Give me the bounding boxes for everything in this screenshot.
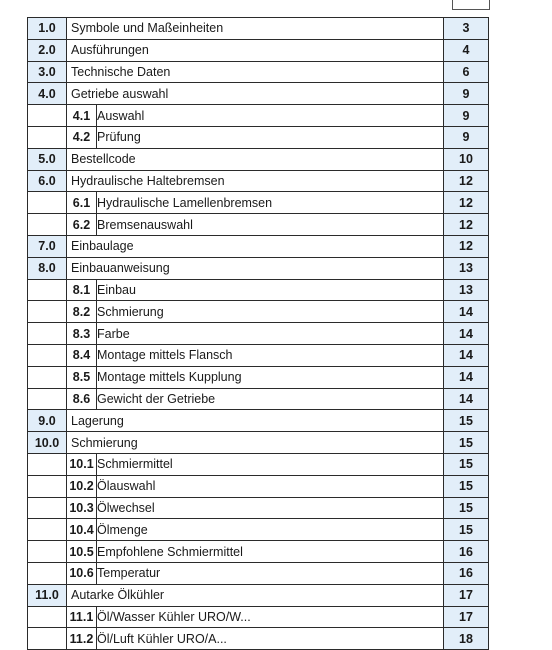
section-number: 11.0 [28, 584, 67, 606]
subsection-number: 6.2 [67, 214, 97, 236]
indent-cell [28, 388, 67, 410]
subsection-title: Bremsenauswahl [97, 214, 444, 236]
subsection-title: Auswahl [97, 105, 444, 127]
subsection-number: 10.2 [67, 475, 97, 497]
subsection-number: 8.3 [67, 323, 97, 345]
section-number: 3.0 [28, 61, 67, 83]
subsection-title: Temperatur [97, 562, 444, 584]
subsection-number: 6.1 [67, 192, 97, 214]
page-number: 15 [444, 475, 489, 497]
toc-subsection-row[interactable] [28, 497, 489, 519]
table-of-contents [27, 17, 489, 650]
toc-section-row[interactable] [28, 170, 489, 192]
toc-subsection-row[interactable] [28, 105, 489, 127]
subsection-title: Gewicht der Getriebe [97, 388, 444, 410]
toc-subsection-row[interactable] [28, 453, 489, 475]
section-title: Autarke Ölkühler [67, 584, 444, 606]
toc-section-row[interactable] [28, 257, 489, 279]
subsection-title: Schmiermittel [97, 453, 444, 475]
subsection-title: Ölauswahl [97, 475, 444, 497]
indent-cell [28, 279, 67, 301]
section-title: Schmierung [67, 432, 444, 454]
toc-section-row[interactable] [28, 432, 489, 454]
page-number: 10 [444, 148, 489, 170]
subsection-title: Hydraulische Lamellenbremsen [97, 192, 444, 214]
page-number: 12 [444, 214, 489, 236]
toc-table [27, 17, 489, 650]
indent-cell [28, 105, 67, 127]
page-number: 12 [444, 170, 489, 192]
subsection-number: 10.6 [67, 562, 97, 584]
subsection-title: Farbe [97, 323, 444, 345]
indent-cell [28, 126, 67, 148]
toc-subsection-row[interactable] [28, 562, 489, 584]
indent-cell [28, 628, 67, 650]
subsection-number: 10.1 [67, 453, 97, 475]
toc-subsection-row[interactable] [28, 388, 489, 410]
subsection-number: 11.2 [67, 628, 97, 650]
page-number: 13 [444, 279, 489, 301]
toc-subsection-row[interactable] [28, 519, 489, 541]
page-number: 14 [444, 301, 489, 323]
toc-subsection-row[interactable] [28, 366, 489, 388]
page-number: 15 [444, 453, 489, 475]
section-title: Symbole und Maßeinheiten [67, 18, 444, 40]
toc-subsection-row[interactable] [28, 323, 489, 345]
page-number: 15 [444, 432, 489, 454]
section-title: Hydraulische Haltebremsen [67, 170, 444, 192]
subsection-title: Prüfung [97, 126, 444, 148]
page-number: 12 [444, 235, 489, 257]
subsection-number: 8.4 [67, 344, 97, 366]
toc-subsection-row[interactable] [28, 606, 489, 628]
toc-section-row[interactable] [28, 83, 489, 105]
section-title: Bestellcode [67, 148, 444, 170]
subsection-number: 4.2 [67, 126, 97, 148]
indent-cell [28, 519, 67, 541]
subsection-title: Öl/Wasser Kühler URO/W... [97, 606, 444, 628]
page-number: 14 [444, 366, 489, 388]
section-title: Getriebe auswahl [67, 83, 444, 105]
indent-cell [28, 323, 67, 345]
section-number: 6.0 [28, 170, 67, 192]
section-title: Lagerung [67, 410, 444, 432]
subsection-number: 8.6 [67, 388, 97, 410]
page-number: 18 [444, 628, 489, 650]
subsection-title: Empfohlene Schmiermittel [97, 541, 444, 563]
page-number: 12 [444, 192, 489, 214]
subsection-number: 4.1 [67, 105, 97, 127]
indent-cell [28, 214, 67, 236]
subsection-number: 8.5 [67, 366, 97, 388]
subsection-title: Montage mittels Flansch [97, 344, 444, 366]
toc-section-row[interactable] [28, 39, 489, 61]
toc-section-row[interactable] [28, 148, 489, 170]
indent-cell [28, 453, 67, 475]
toc-subsection-row[interactable] [28, 541, 489, 563]
indent-cell [28, 606, 67, 628]
page-number: 17 [444, 584, 489, 606]
section-number: 4.0 [28, 83, 67, 105]
toc-subsection-row[interactable] [28, 126, 489, 148]
toc-subsection-row[interactable] [28, 475, 489, 497]
page-number: 9 [444, 105, 489, 127]
page-number: 6 [444, 61, 489, 83]
toc-subsection-row[interactable] [28, 192, 489, 214]
page-number: 9 [444, 126, 489, 148]
subsection-number: 10.5 [67, 541, 97, 563]
page-number: 15 [444, 410, 489, 432]
subsection-number: 10.4 [67, 519, 97, 541]
toc-section-row[interactable] [28, 18, 489, 40]
indent-cell [28, 562, 67, 584]
page-number: 14 [444, 323, 489, 345]
toc-subsection-row[interactable] [28, 628, 489, 650]
subsection-title: Schmierung [97, 301, 444, 323]
indent-cell [28, 475, 67, 497]
page-number: 3 [444, 18, 489, 40]
page-number: 16 [444, 541, 489, 563]
subsection-number: 8.2 [67, 301, 97, 323]
page-number: 17 [444, 606, 489, 628]
section-number: 5.0 [28, 148, 67, 170]
subsection-title: Ölwechsel [97, 497, 444, 519]
subsection-title: Einbau [97, 279, 444, 301]
page-number: 14 [444, 388, 489, 410]
page-number: 14 [444, 344, 489, 366]
subsection-title: Montage mittels Kupplung [97, 366, 444, 388]
indent-cell [28, 344, 67, 366]
toc-subsection-row[interactable] [28, 301, 489, 323]
toc-subsection-row[interactable] [28, 279, 489, 301]
toc-section-row[interactable] [28, 235, 489, 257]
section-number: 8.0 [28, 257, 67, 279]
section-title: Einbauanweisung [67, 257, 444, 279]
section-title: Einbaulage [67, 235, 444, 257]
indent-cell [28, 301, 67, 323]
page-number: 15 [444, 519, 489, 541]
page-number: 16 [444, 562, 489, 584]
toc-section-row[interactable] [28, 584, 489, 606]
corner-box [452, 0, 490, 10]
section-title: Technische Daten [67, 61, 444, 83]
indent-cell [28, 366, 67, 388]
subsection-title: Öl/Luft Kühler URO/A... [97, 628, 444, 650]
page-number: 15 [444, 497, 489, 519]
page-number: 4 [444, 39, 489, 61]
indent-cell [28, 192, 67, 214]
subsection-number: 8.1 [67, 279, 97, 301]
toc-section-row[interactable] [28, 61, 489, 83]
subsection-number: 11.1 [67, 606, 97, 628]
indent-cell [28, 497, 67, 519]
subsection-number: 10.3 [67, 497, 97, 519]
page-number: 13 [444, 257, 489, 279]
indent-cell [28, 541, 67, 563]
toc-section-row[interactable] [28, 410, 489, 432]
section-number: 7.0 [28, 235, 67, 257]
toc-body [28, 18, 489, 650]
section-title: Ausführungen [67, 39, 444, 61]
section-number: 1.0 [28, 18, 67, 40]
subsection-title: Ölmenge [97, 519, 444, 541]
toc-subsection-row[interactable] [28, 214, 489, 236]
page-number: 9 [444, 83, 489, 105]
section-number: 2.0 [28, 39, 67, 61]
section-number: 9.0 [28, 410, 67, 432]
section-number: 10.0 [28, 432, 67, 454]
toc-subsection-row[interactable] [28, 344, 489, 366]
